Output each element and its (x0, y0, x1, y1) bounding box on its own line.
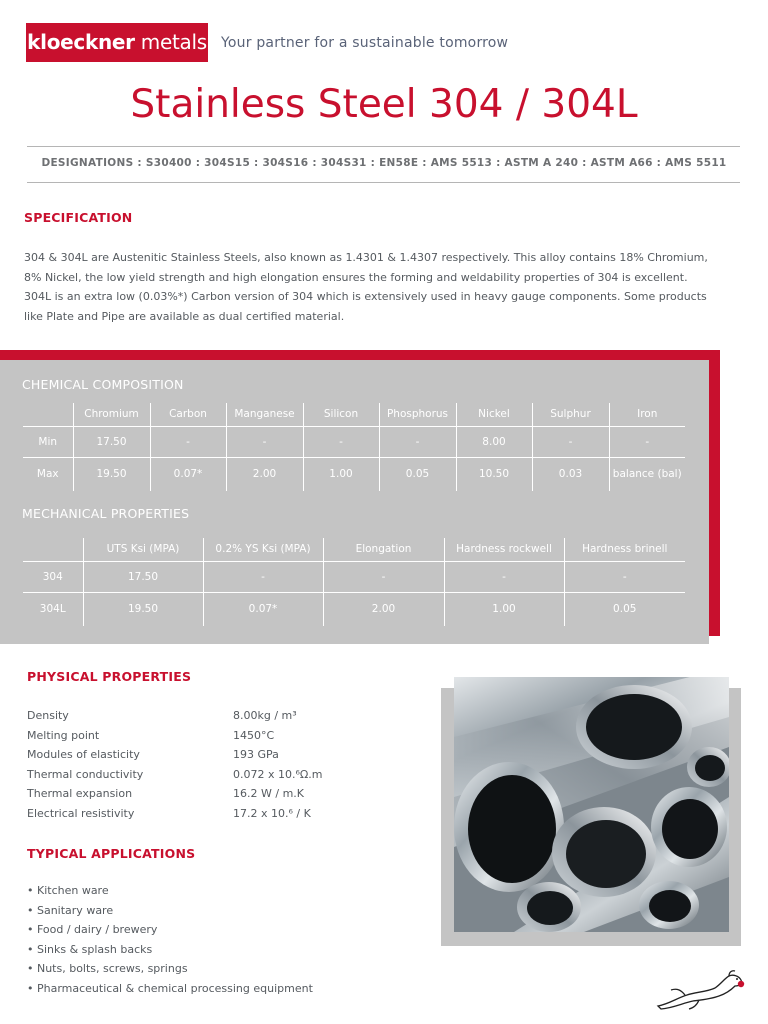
list-item: • Nuts, bolts, screws, springs (27, 962, 188, 975)
table-cell: 8.00 (456, 426, 532, 457)
list-item (27, 709, 433, 729)
specification-text: 304 & 304L are Austenitic Stainless Steels, also known as 1.4301 & 1.4307 respectively. This alloy contains 18% Chromium, 8% Nickel, the low yield strength and high elongation ensures the forming and weldability properties of 304 is excellent. 304L is an extra low (0.03%*) Carbon version of 304 which is extensively used in heavy gauge components. Some products like Plate and Pipe are available as dual certified material. (24, 251, 708, 323)
column-header: Chromium (73, 403, 150, 426)
kloeckner-mascot-icon (655, 968, 750, 1010)
property-name: Electrical resistivity (27, 806, 135, 820)
table-cell: 19.50 (83, 592, 203, 626)
property-name: Thermal expansion (27, 787, 133, 800)
table-cell: - (444, 561, 564, 592)
chemical-header-row (23, 403, 685, 426)
column-header: Phosphorus (379, 403, 456, 426)
applications-list (27, 884, 313, 1001)
table-cell: 1.00 (303, 457, 379, 491)
physical-heading: PHYSICAL PROPERTIES (27, 669, 192, 684)
mechanical-corner-cell (23, 538, 83, 561)
property-name: Modules of elasticity (27, 748, 140, 761)
designations: DESIGNATIONS : S30400 : 304S15 : 304S16 : 304S31 : EN58E : AMS 5513 : ASTM A 240 : ASTM A66 : AMS 5511 (41, 157, 727, 169)
property-value: 193 GPa (233, 748, 279, 761)
column-header: Hardness brinell (564, 538, 685, 561)
properties-panel (0, 360, 709, 644)
page-title: Stainless Steel 304 / 304L (130, 82, 638, 127)
table-cell: - (609, 426, 685, 457)
column-header: UTS Ksi (MPA) (83, 538, 203, 561)
table-cell: 1.00 (444, 592, 564, 626)
physical-properties-list (27, 709, 433, 826)
table-cell: - (226, 426, 303, 457)
property-value: 16.2 W / m.K (233, 787, 304, 800)
property-name: Melting point (27, 728, 100, 742)
table-cell: 19.50 (73, 457, 150, 491)
list-item: • Kitchen ware (27, 884, 109, 897)
column-header: Nickel (456, 403, 532, 426)
mechanical-heading: MECHANICAL PROPERTIES (22, 506, 190, 521)
table-cell: 0.05 (564, 592, 685, 626)
column-header: Hardness rockwell (444, 538, 564, 561)
list-item: • Sanitary ware (27, 903, 114, 917)
property-value: 1450°C (233, 728, 275, 742)
column-header: Sulphur (532, 403, 609, 426)
list-item (27, 768, 433, 788)
table-row (23, 592, 685, 626)
column-header: Manganese (226, 403, 303, 426)
chemical-heading: CHEMICAL COMPOSITION (22, 377, 184, 392)
column-header: Elongation (323, 538, 444, 561)
tagline: Your partner for a sustainable tomorrow (221, 35, 509, 51)
row-label: 304L (23, 592, 83, 626)
kloeckner-logo (26, 23, 208, 62)
mechanical-table (23, 538, 685, 626)
table-cell: 0.05 (379, 457, 456, 491)
table-cell: 17.50 (73, 426, 150, 457)
row-label: Min (23, 426, 73, 457)
property-value: 0.072 x 10.⁶Ω.m (233, 767, 323, 781)
property-name: Thermal conductivity (27, 767, 144, 781)
table-cell: 0.07* (203, 592, 323, 626)
mechanical-header-row (23, 538, 685, 561)
list-item (27, 748, 433, 768)
list-item: • Food / dairy / brewery (27, 923, 158, 936)
divider-top (27, 146, 740, 147)
applications-heading: TYPICAL APPLICATIONS (27, 846, 196, 861)
table-cell: balance (bal) (609, 457, 685, 491)
property-value: 8.00kg / m³ (233, 709, 297, 722)
column-header: Silicon (303, 403, 379, 426)
logo-bold-text: kloeckner (27, 30, 135, 54)
row-label: Max (23, 457, 73, 491)
chemical-corner-cell (23, 403, 73, 426)
specification-heading: SPECIFICATION (24, 210, 133, 225)
table-cell: 2.00 (226, 457, 303, 491)
stainless-tubes-image (454, 677, 729, 932)
table-cell: - (532, 426, 609, 457)
logo-rest-text: metals (134, 30, 207, 54)
table-row (23, 561, 685, 592)
column-header: Iron (609, 403, 685, 426)
table-row (23, 426, 685, 457)
table-cell: - (564, 561, 685, 592)
column-header: 0.2% YS Ksi (MPA) (203, 538, 323, 561)
list-item: • Sinks & splash backs (27, 942, 153, 956)
property-name: Density (27, 709, 69, 722)
property-value: 17.2 x 10.⁶ / K (233, 806, 311, 820)
table-cell: - (323, 561, 444, 592)
table-cell: - (379, 426, 456, 457)
table-cell: 0.03 (532, 457, 609, 491)
table-cell: 10.50 (456, 457, 532, 491)
table-cell: 0.07* (150, 457, 226, 491)
table-cell: - (303, 426, 379, 457)
list-item (27, 729, 433, 749)
list-item (27, 787, 433, 807)
table-cell: 2.00 (323, 592, 444, 626)
table-cell: 17.50 (83, 561, 203, 592)
table-row (23, 457, 685, 491)
chemical-table (23, 403, 685, 491)
list-item: • Pharmaceutical & chemical processing equipment (27, 981, 313, 995)
divider-bottom (27, 182, 740, 183)
table-cell: - (150, 426, 226, 457)
column-header: Carbon (150, 403, 226, 426)
list-item (27, 807, 433, 827)
table-cell: - (203, 561, 323, 592)
row-label: 304 (23, 561, 83, 592)
